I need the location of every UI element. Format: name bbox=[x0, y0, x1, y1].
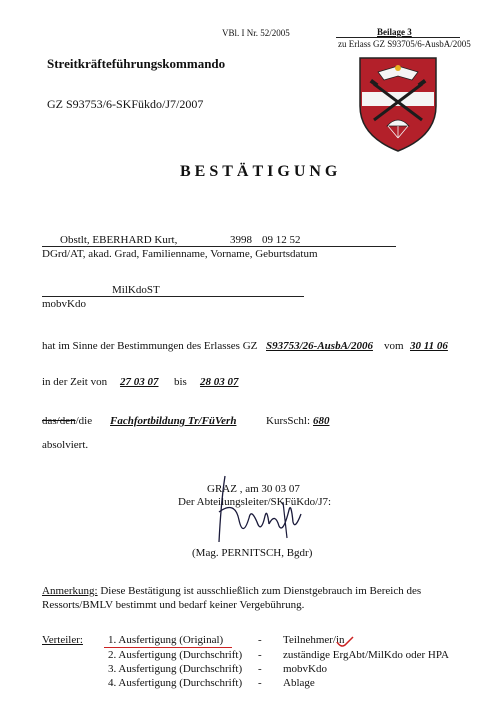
note-label: Anmerkung: bbox=[42, 585, 98, 597]
person-caption: DGrd/AT, akad. Grad, Familienname, Vorname, Geburtsdatum bbox=[42, 248, 318, 260]
distribution-copy-4: 4. Ausfertigung (Durchschrift) bbox=[108, 677, 243, 689]
distribution-copy-2: 2. Ausfertigung (Durchschrift) bbox=[108, 649, 243, 661]
signature-place-date: GRAZ , am 30 03 07 bbox=[207, 483, 300, 495]
person-birth-code: 3998 bbox=[230, 234, 252, 246]
period-to: 28 03 07 bbox=[200, 376, 239, 388]
distribution-dash-1: - bbox=[258, 634, 262, 646]
person-birth-date: 09 12 52 bbox=[262, 234, 301, 246]
note-text-line2: Ressorts/BMLV bestimmt und bedarf keiner Vergebührung. bbox=[42, 599, 305, 611]
annex-label: Beilage 3 bbox=[377, 27, 412, 37]
distribution-recipient-1: Teilnehmer/in bbox=[283, 634, 345, 646]
red-checkmark-icon bbox=[336, 636, 354, 648]
unit-entry: MilKdoST bbox=[112, 284, 160, 296]
distribution-label: Verteiler: bbox=[42, 634, 83, 646]
distribution-recipient-2: zuständige ErgAbt/MilKdo oder HPA bbox=[283, 649, 449, 661]
distribution-recipient-4: Ablage bbox=[283, 677, 315, 689]
period-from: 27 03 07 bbox=[120, 376, 159, 388]
red-underline-copy-1 bbox=[104, 647, 232, 648]
file-reference: GZ S93753/6-SKFükdo/J7/2007 bbox=[47, 97, 204, 111]
unit-underline bbox=[42, 296, 304, 297]
document-title: BESTÄTIGUNG bbox=[180, 163, 342, 180]
period-prefix: in der Zeit von bbox=[42, 376, 108, 388]
annex-reference: zu Erlass GZ S93705/6-AusbA/2005 bbox=[338, 39, 471, 49]
decree-reference: S93753/26-AusbA/2006 bbox=[266, 340, 373, 352]
course-name: Fachfortbildung Tr/FüVerh bbox=[110, 415, 237, 427]
decree-date: 30 11 06 bbox=[410, 340, 448, 352]
distribution-dash-3: - bbox=[258, 663, 262, 675]
distribution-recipient-3: mobvKdo bbox=[283, 663, 327, 675]
course-number-label: KursSchl: bbox=[266, 415, 310, 427]
annex-rule bbox=[336, 37, 460, 38]
note-line1 bbox=[42, 585, 421, 597]
gazette-reference: VBl. I Nr. 52/2005 bbox=[222, 28, 290, 38]
person-underline bbox=[42, 246, 396, 247]
note-text-line1: Diese Bestätigung ist ausschließlich zum Dienstgebrauch im Bereich des bbox=[100, 585, 422, 597]
period-bis-label: bis bbox=[174, 376, 187, 388]
decree-vom-label: vom bbox=[384, 340, 404, 352]
distribution-copy-1: 1. Ausfertigung (Original) bbox=[108, 634, 224, 646]
signature-role: Der Abteilungsleiter/SKFüKdo/J7: bbox=[178, 496, 332, 508]
command-name: Streitkräfteführungskommando bbox=[47, 56, 226, 71]
handwritten-signature-icon bbox=[205, 472, 315, 552]
unit-caption: mobvKdo bbox=[42, 298, 86, 310]
completed-text: absolviert. bbox=[42, 439, 89, 451]
military-crest-icon bbox=[356, 54, 440, 154]
signature-name: (Mag. PERNITSCH, Bgdr) bbox=[192, 547, 313, 559]
course-article bbox=[42, 415, 92, 427]
course-number: 680 bbox=[313, 415, 330, 427]
distribution-dash-2: - bbox=[258, 649, 262, 661]
person-entry: Obstlt, EBERHARD Kurt, bbox=[60, 234, 178, 246]
distribution-copy-3: 3. Ausfertigung (Durchschrift) bbox=[108, 663, 243, 675]
course-article-kept: /die bbox=[75, 415, 93, 427]
decree-prefix: hat im Sinne der Bestimmungen des Erlasses GZ bbox=[42, 340, 258, 352]
distribution-dash-4: - bbox=[258, 677, 262, 689]
course-article-struck: das/den bbox=[42, 415, 76, 427]
